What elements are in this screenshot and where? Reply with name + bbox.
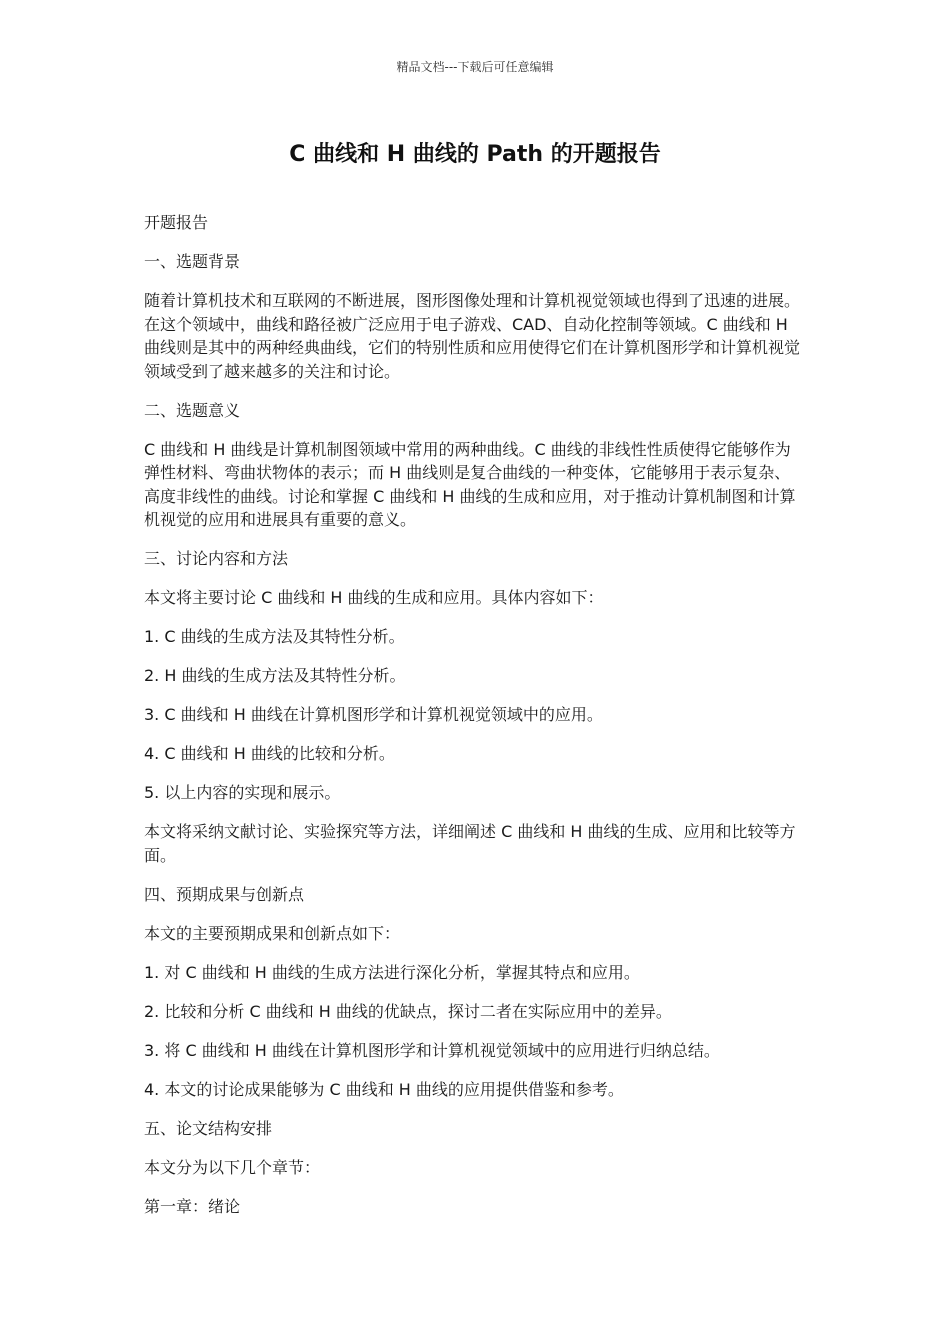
paragraph-content-intro: 本文将主要讨论 C 曲线和 H 曲线的生成和应用。具体内容如下：: [144, 588, 604, 607]
section-heading-content-methods: 三、讨论内容和方法: [144, 549, 289, 568]
section-heading-significance: 二、选题意义: [144, 400, 241, 420]
document-title: C 曲线和 H 曲线的 Path 的开题报告: [289, 142, 661, 167]
list-item: 3. 将 C 曲线和 H 曲线在计算机图形学和计算机视觉领域中的应用进行归纳总结。: [144, 1040, 720, 1060]
list-item: 4. 本文的讨论成果能够为 C 曲线和 H 曲线的应用提供借鉴和参考。: [144, 1079, 624, 1099]
paragraph-background: 随着计算机技术和互联网的不断进展，图形图像处理和计算机视觉领域也得到了迅速的进展。在这个领域中，曲线和路径被广泛应用于电子游戏、CAD、自动化控制等领域。C 曲线和 H 曲线则是其中的两种经典曲线，它们的特别性质和应用使得它们在计算机图形学和计算机视觉领域受到了越来越多的关注和讨论。: [144, 291, 801, 381]
list-item: 2. 比较和分析 C 曲线和 H 曲线的优缺点，探讨二者在实际应用中的差异。: [144, 1001, 672, 1021]
list-item: 5. 以上内容的实现和展示。: [144, 783, 341, 802]
list-item: 3. C 曲线和 H 曲线在计算机图形学和计算机视觉领域中的应用。: [144, 705, 603, 724]
list-item: 2. H 曲线的生成方法及其特性分析。: [144, 666, 406, 685]
subtitle-label: 开题报告: [144, 213, 209, 232]
list-item: 1. 对 C 曲线和 H 曲线的生成方法进行深化分析，掌握其特点和应用。: [144, 962, 640, 982]
section-heading-background: 一、选题背景: [144, 252, 241, 271]
chapter-item: 第一章：绪论: [144, 1196, 241, 1216]
paragraph-structure-intro: 本文分为以下几个章节：: [144, 1157, 321, 1177]
section-heading-structure: 五、论文结构安排: [144, 1118, 273, 1138]
paragraph-outcomes-intro: 本文的主要预期成果和创新点如下：: [144, 923, 401, 943]
paragraph-significance: C 曲线和 H 曲线是计算机制图领域中常用的两种曲线。C 曲线的非线性性质使得它能够作为弹性材料、弯曲状物体的表示；而 H 曲线则是复合曲线的一种变体，它能够用于表示复杂、高度非线性的曲线。讨论和掌握 C 曲线和 H 曲线的生成和应用，对于推动计算机制图和计算机视觉的应用和进展具有重要的意义。: [144, 439, 796, 529]
section-heading-outcomes: 四、预期成果与创新点: [144, 884, 305, 904]
document-body: [144, 211, 804, 1234]
header-note: 精品文档---下载后可任意编辑: [396, 60, 554, 74]
list-item: 1. C 曲线的生成方法及其特性分析。: [144, 627, 405, 646]
list-item: 4. C 曲线和 H 曲线的比较和分析。: [144, 744, 395, 763]
paragraph-methods: 本文将采纳文献讨论、实验探究等方法，详细阐述 C 曲线和 H 曲线的生成、应用和比较等方面。: [144, 822, 796, 865]
